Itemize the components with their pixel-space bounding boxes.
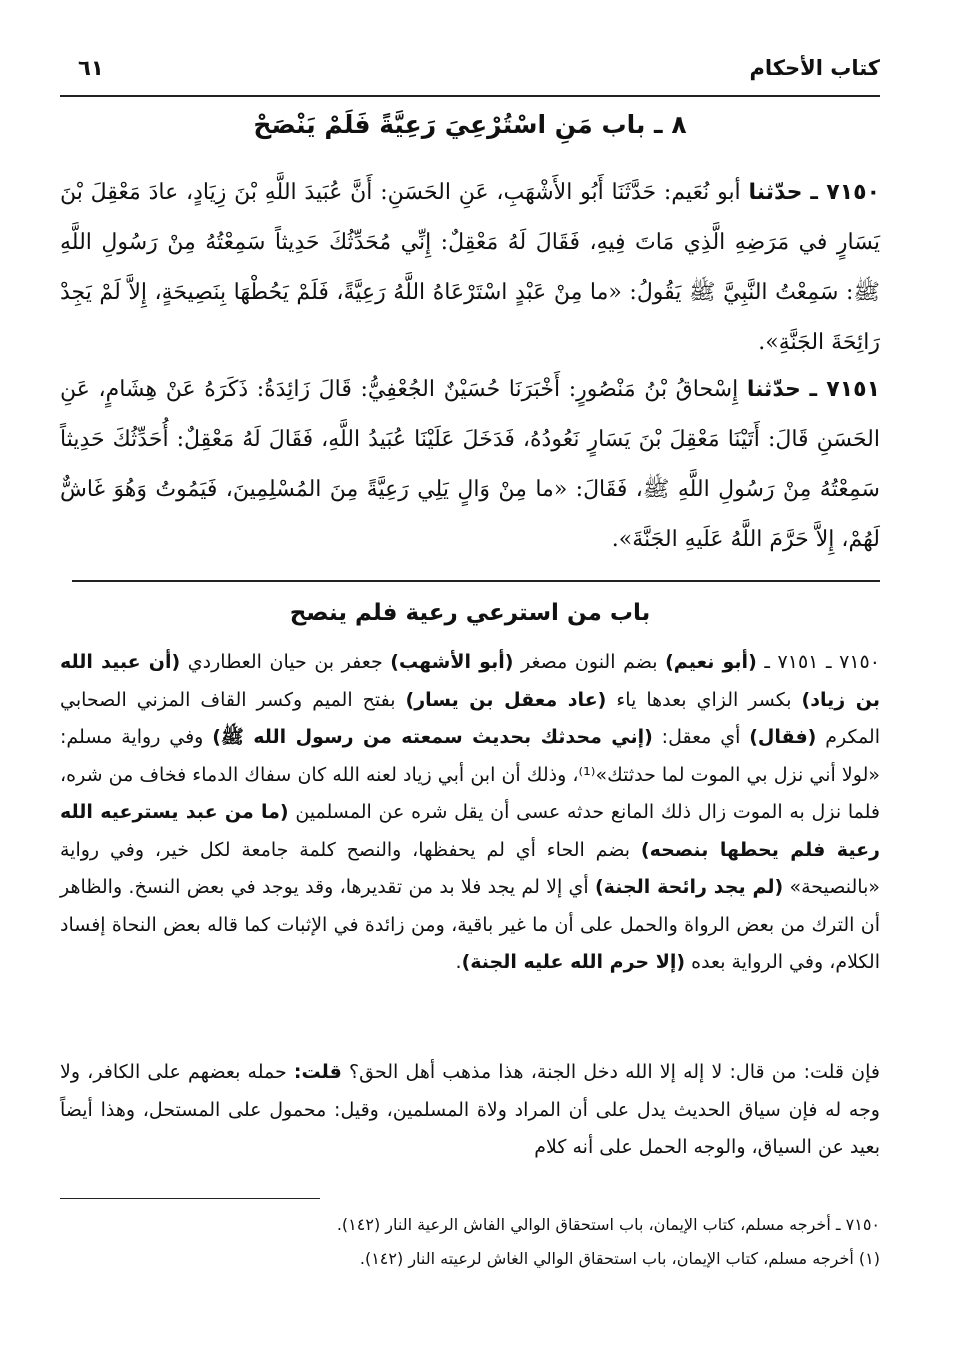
commentary-bold: (عاد معقل بن يسار) — [405, 688, 607, 711]
running-header — [60, 56, 880, 90]
commentary-bold: (إلا حرم الله عليه الجنة) — [461, 951, 686, 973]
commentary-bold: (فقال) — [749, 726, 817, 748]
section-divider — [72, 580, 880, 582]
commentary-bold: (ما من عبد يسترعيه الله رعية فلم يحطها بنصحه) — [60, 801, 880, 861]
hadith-text: أبو نُعَيم: حَدَّثَنَا أَبُو الأَشْهَبِ، عَنِ الحَسَنِ: أَنَّ عُبَيدَ اللَّهِ بْنَ زِيَادٍ، عادَ مَعْقِلَ بْنَ يَسَارٍ في مَرَضِهِ الَّذِي مَاتَ فِيهِ، فَقَالَ لَهُ مَعْقِلٌ: إِنِّي مُحَدِّثُكَ حَدِيثاً سَمِعْتُهُ مِنْ رَسُولِ اللَّهِ ﷺ: سَمِعْتُ النَّبِيَّ ﷺ يَقُولُ: «ما مِنْ عَبْدٍ اسْتَرْعَاهُ اللَّهُ رَعِيَّةً، فَلَمْ يَحُطْهَا بِنَصِيحَةٍ، إِلاَّ لَمْ يَجِدْ رَائِحَةَ الجَنَّةِ». — [60, 180, 880, 355]
answer-text: حمله بعضهم على الكافر، ولا وجه له فإن سياق الحديث يدل على أن المراد ولاة المسلمين، وقيل: محمول على المستحل، وهذا أيضاً بعيد عن السياق، والوجه الحمل على أنه كلام — [60, 1061, 880, 1158]
commentary-text: وفي رواية مسلم: «لولا أني نزل بي الموت لما حدثتك»⁽¹⁾، وذلك أن ابن أبي زياد لعنه الله كان سفاك الدماء فخاف من شره، فلما نزل به الموت زال ذلك المانع حدثه عسى أن يقل شره عن المسلمين — [60, 726, 880, 823]
footnote-item: (١) أخرجه مسلم، كتاب الإيمان، باب استحقاق الوالي الغاش لرعيته النار (١٤٢). — [359, 1249, 880, 1268]
commentary-bold: (لم يجد رائحة الجنة) — [594, 876, 784, 898]
hadith-narration-word: حدّثنا — [746, 377, 801, 402]
commentary-text: بضم الحاء أي لم يحفظها، والنصح كلمة جامعة لكل خير، وفي رواية «بالنصيحة» — [60, 838, 880, 898]
commentary-bold: (أبو نعيم) — [665, 651, 757, 673]
commentary-text: أي معقل: — [652, 726, 750, 748]
question-answer-paragraph — [60, 1054, 880, 1167]
answer-marker: قلت: — [293, 1061, 342, 1083]
commentary-text: ٧١٥٠ ـ ٧١٥١ ـ — [756, 651, 880, 673]
book-page — [60, 40, 880, 1340]
commentary-bold: (أن عبيد الله بن زياد) — [60, 651, 880, 711]
commentary-text: أي إلا لم يجد فلا بد من تقديرها، وقد يوجد في بعض النسخ. والظاهر أن الترك من بعض الرواة والحمل على أن ما غير باقية، ومن زائدة في الإثبات كما قاله بعض النحاة إفساد الكلام، وفي الرواية بعده — [60, 876, 880, 973]
hadith-number: ٧١٥١ ـ — [809, 377, 881, 402]
commentary-text: بفتح الميم وكسر القاف المزني الصحابي المكرم — [60, 688, 880, 748]
footnotes — [60, 1208, 880, 1276]
hadith-text: إِسْحاقُ بْنُ مَنْصُورٍ: أَخْبَرَنَا حُسَيْنٌ الجُعْفِيُّ: قَالَ زَائِدَةُ: ذَكَرَهُ عَنْ هِشَامٍ، عَنِ الحَسَنِ قَالَ: أَتَيْنَا مَعْقِلَ بْنَ يَسَارٍ نَعُودُهُ، فَدَخَلَ عَلَيْنَا عُبَيدُ اللَّهِ، فَقَالَ لَهُ مَعْقِلٌ: أُحَدِّثُكَ حَدِيثاً سَمِعْتُهُ مِنْ رَسُولِ اللَّهِ ﷺ، فَقَالَ: «ما مِنْ وَالٍ يَلِي رَعِيَّةً مِنَ المُسْلِمِينَ، فَيَمُوتُ وَهُوَ غَاشٌّ لَهُمْ، إِلاَّ حَرَّمَ اللَّهُ عَلَيهِ الجَنَّةَ». — [60, 377, 880, 552]
book-title: كتاب الأحكام — [749, 56, 880, 80]
page-number: ٦١ — [78, 56, 104, 80]
hadith-7150 — [60, 168, 880, 368]
question-text: فإن قلت: من قال: لا إله إلا الله دخل الجنة، هذا مذهب أهل الحق؟ — [341, 1061, 880, 1083]
commentary-title: باب من استرعي رعية فلم ينصح — [289, 600, 651, 626]
commentary-text: بكسر الزاي بعدها ياء — [606, 688, 802, 711]
commentary-text: بضم النون مصغر — [513, 651, 666, 673]
commentary-bold: (أبو الأشهب) — [390, 651, 514, 673]
hadith-7151 — [60, 365, 880, 565]
header-divider — [60, 95, 880, 97]
commentary-paragraph — [60, 644, 880, 982]
commentary-text: . — [455, 951, 462, 973]
commentary-bold: (إني محدثك بحديث سمعته من رسول الله ﷺ) — [212, 726, 653, 748]
commentary-text: جعفر بن حيان العطاردي — [180, 651, 391, 673]
chapter-title: ٨ ـ باب مَنِ اسْتُرْعِيَ رَعِيَّةً فَلَمْ يَنْصَحْ — [253, 110, 687, 139]
footnote-item: ٧١٥٠ ـ أخرجه مسلم، كتاب الإيمان، باب استحقاق الوالي الفاش الرعية النار (١٤٢). — [336, 1215, 880, 1234]
hadith-narration-word: حدّثنا — [748, 180, 803, 205]
footnote-divider — [60, 1198, 320, 1199]
hadith-number: ٧١٥٠ ـ — [810, 180, 881, 205]
